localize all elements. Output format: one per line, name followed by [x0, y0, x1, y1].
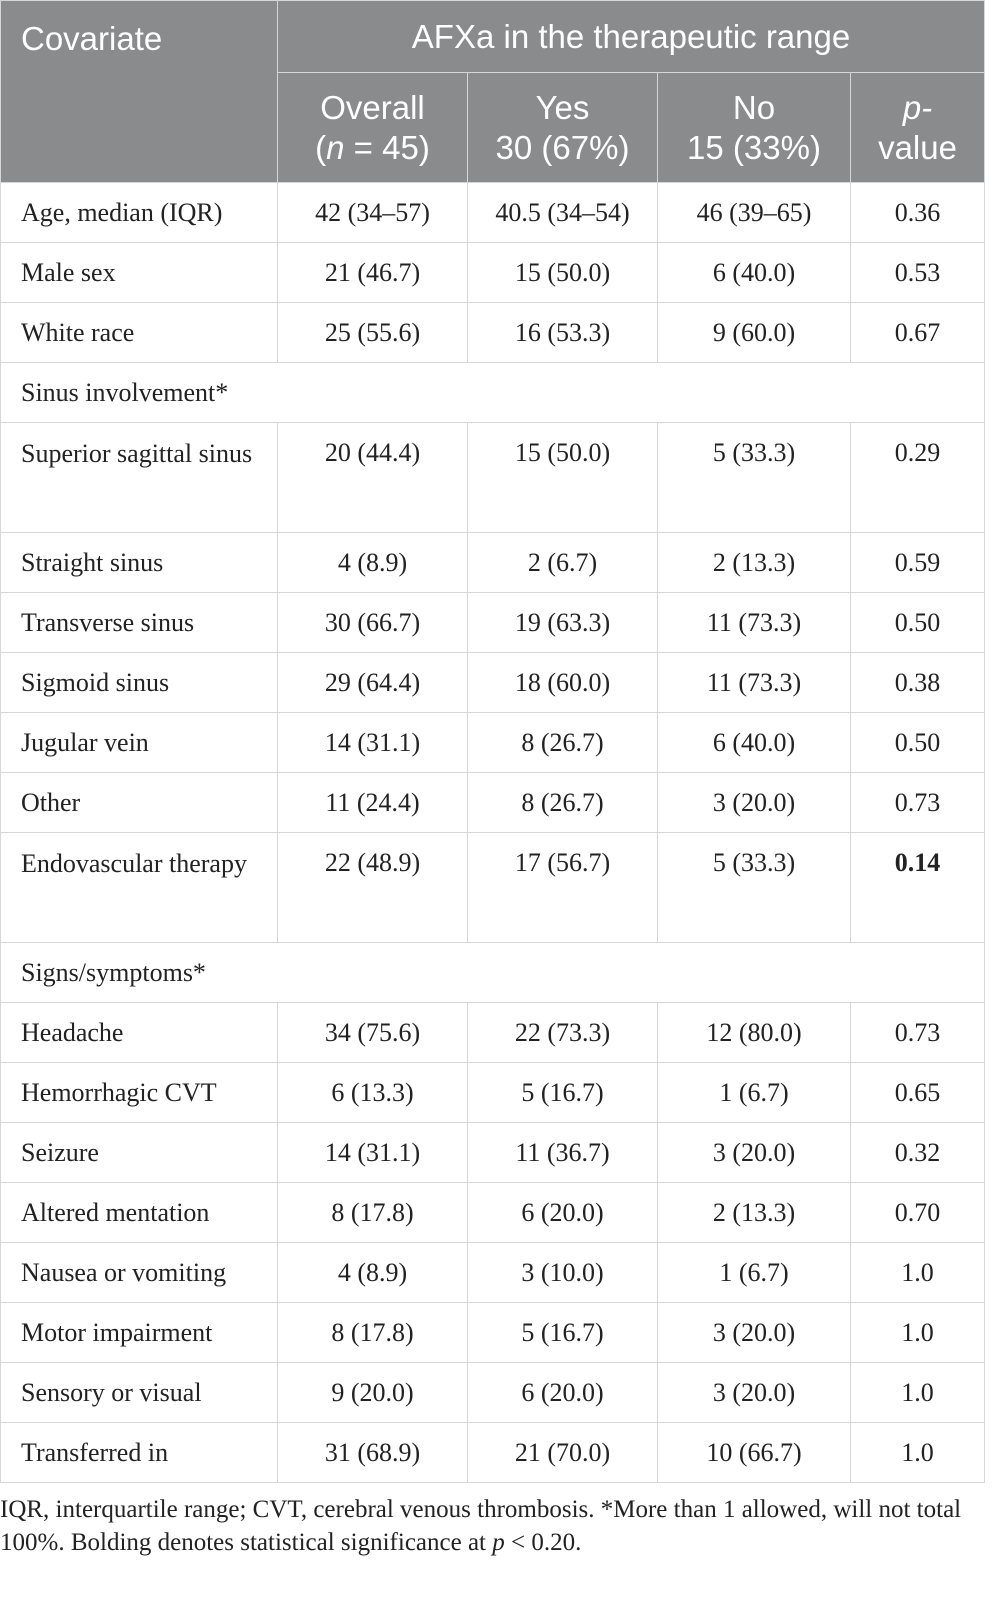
footnote-p-symbol: p	[492, 1529, 505, 1556]
cell-overall: 9 (20.0)	[278, 1363, 468, 1423]
cell-p: 1.0	[851, 1243, 985, 1303]
cell-label: Transverse sinus	[1, 593, 278, 653]
cell-overall: 22 (48.9)	[278, 833, 468, 943]
cell-overall: 31 (68.9)	[278, 1423, 468, 1483]
cell-yes: 18 (60.0)	[468, 653, 658, 713]
header-yes-line1: Yes	[535, 88, 590, 126]
cell-no: 1 (6.7)	[658, 1063, 851, 1123]
cell-p: 0.53	[851, 243, 985, 303]
cell-overall: 34 (75.6)	[278, 1003, 468, 1063]
cell-p: 0.29	[851, 423, 985, 533]
cell-label: Sigmoid sinus	[1, 653, 278, 713]
cell-p: 0.73	[851, 773, 985, 833]
table-row	[1, 1303, 985, 1363]
cell-p: 0.38	[851, 653, 985, 713]
table-row	[1, 303, 985, 363]
cell-no: 6 (40.0)	[658, 243, 851, 303]
section-label: Sinus involvement*	[1, 363, 985, 423]
header-overall-n: n	[326, 128, 345, 166]
cell-yes: 15 (50.0)	[468, 423, 658, 533]
table-row	[1, 593, 985, 653]
cell-label: Altered mentation	[1, 1183, 278, 1243]
cell-overall: 8 (17.8)	[278, 1183, 468, 1243]
cell-p: 0.70	[851, 1183, 985, 1243]
cell-overall: 4 (8.9)	[278, 1243, 468, 1303]
cell-p: 0.73	[851, 1003, 985, 1063]
cell-yes: 5 (16.7)	[468, 1303, 658, 1363]
cell-overall: 4 (8.9)	[278, 533, 468, 593]
header-no-line1: No	[732, 88, 776, 126]
cell-p: 0.14	[851, 833, 985, 943]
table-row	[1, 1363, 985, 1423]
cell-overall: 14 (31.1)	[278, 713, 468, 773]
cell-label: Transferred in	[1, 1423, 278, 1483]
cell-overall: 20 (44.4)	[278, 423, 468, 533]
cell-yes: 2 (6.7)	[468, 533, 658, 593]
table-header	[1, 1, 985, 183]
cell-label: Straight sinus	[1, 533, 278, 593]
table-row	[1, 183, 985, 243]
cell-no: 5 (33.3)	[658, 423, 851, 533]
cell-no: 3 (20.0)	[658, 773, 851, 833]
header-overall: Overall (n = 45)	[278, 73, 468, 183]
header-yes-line2: 30 (67%)	[495, 128, 630, 166]
cell-overall: 8 (17.8)	[278, 1303, 468, 1363]
section-label: Signs/symptoms*	[1, 943, 985, 1003]
cell-no: 46 (39–65)	[658, 183, 851, 243]
cell-p: 0.50	[851, 593, 985, 653]
table-body	[1, 183, 985, 1483]
cell-yes: 21 (70.0)	[468, 1423, 658, 1483]
cell-p: 1.0	[851, 1423, 985, 1483]
cell-no: 1 (6.7)	[658, 1243, 851, 1303]
cell-label: Nausea or vomiting	[1, 1243, 278, 1303]
table-row	[1, 243, 985, 303]
table-row	[1, 653, 985, 713]
cell-no: 2 (13.3)	[658, 533, 851, 593]
table-row	[1, 773, 985, 833]
header-p-line1: p-	[902, 88, 933, 126]
cell-yes: 22 (73.3)	[468, 1003, 658, 1063]
cell-p: 0.32	[851, 1123, 985, 1183]
header-overall-line1: Overall	[320, 88, 425, 126]
header-p-value	[851, 73, 985, 183]
cell-p: 0.67	[851, 303, 985, 363]
header-group: AFXa in the therapeutic range	[278, 1, 985, 73]
cell-p: 0.50	[851, 713, 985, 773]
cell-label: Seizure	[1, 1123, 278, 1183]
cell-label: Superior sagittal sinus	[1, 423, 278, 533]
table-row	[1, 533, 985, 593]
section-row	[1, 943, 985, 1003]
cell-overall: 21 (46.7)	[278, 243, 468, 303]
cell-no: 11 (73.3)	[658, 653, 851, 713]
cell-no: 5 (33.3)	[658, 833, 851, 943]
cell-no: 3 (20.0)	[658, 1123, 851, 1183]
table-row	[1, 1243, 985, 1303]
cell-label: Male sex	[1, 243, 278, 303]
table-row	[1, 1423, 985, 1483]
cell-p: 0.36	[851, 183, 985, 243]
header-yes	[468, 73, 658, 183]
cell-p: 1.0	[851, 1303, 985, 1363]
cell-yes: 17 (56.7)	[468, 833, 658, 943]
cell-yes: 6 (20.0)	[468, 1183, 658, 1243]
cell-no: 6 (40.0)	[658, 713, 851, 773]
header-no-line2: 15 (33%)	[687, 128, 821, 166]
section-row	[1, 363, 985, 423]
cell-yes: 5 (16.7)	[468, 1063, 658, 1123]
cell-label: Hemorrhagic CVT	[1, 1063, 278, 1123]
table-row	[1, 1003, 985, 1063]
cell-yes: 8 (26.7)	[468, 773, 658, 833]
cell-label: Age, median (IQR)	[1, 183, 278, 243]
table-row	[1, 1063, 985, 1123]
cell-no: 10 (66.7)	[658, 1423, 851, 1483]
header-p-line2: value	[878, 128, 957, 166]
table-row	[1, 1183, 985, 1243]
cell-yes: 11 (36.7)	[468, 1123, 658, 1183]
cell-no: 3 (20.0)	[658, 1303, 851, 1363]
cell-p: 1.0	[851, 1363, 985, 1423]
cell-label: Motor impairment	[1, 1303, 278, 1363]
cell-label: Endovascular therapy	[1, 833, 278, 943]
table-row	[1, 713, 985, 773]
cell-overall: 29 (64.4)	[278, 653, 468, 713]
cell-overall: 6 (13.3)	[278, 1063, 468, 1123]
table-footnote	[0, 1483, 980, 1559]
cell-yes: 6 (20.0)	[468, 1363, 658, 1423]
footnote-threshold: < 0.20.	[504, 1529, 582, 1556]
cell-no: 9 (60.0)	[658, 303, 851, 363]
cell-label: White race	[1, 303, 278, 363]
cell-no: 2 (13.3)	[658, 1183, 851, 1243]
cell-no: 3 (20.0)	[658, 1363, 851, 1423]
header-no	[658, 73, 851, 183]
cell-no: 12 (80.0)	[658, 1003, 851, 1063]
cell-label: Jugular vein	[1, 713, 278, 773]
cell-yes: 16 (53.3)	[468, 303, 658, 363]
cell-p: 0.65	[851, 1063, 985, 1123]
header-overall-count: = 45)	[344, 128, 430, 166]
cell-yes: 15 (50.0)	[468, 243, 658, 303]
cell-p: 0.59	[851, 533, 985, 593]
cell-label: Other	[1, 773, 278, 833]
footnote-text: IQR, interquartile range; CVT, cerebral venous thrombosis. *More than 1 allowed, will not total 100%. Bolding denotes statistical significance at	[0, 1496, 962, 1556]
table-row	[1, 833, 985, 943]
cell-overall: 25 (55.6)	[278, 303, 468, 363]
cell-yes: 19 (63.3)	[468, 593, 658, 653]
cell-yes: 8 (26.7)	[468, 713, 658, 773]
header-covariate: Covariate	[1, 1, 278, 183]
cell-yes: 3 (10.0)	[468, 1243, 658, 1303]
cell-overall: 14 (31.1)	[278, 1123, 468, 1183]
cell-label: Headache	[1, 1003, 278, 1063]
cell-no: 11 (73.3)	[658, 593, 851, 653]
cell-overall: 30 (66.7)	[278, 593, 468, 653]
cell-overall: 11 (24.4)	[278, 773, 468, 833]
cell-label: Sensory or visual	[1, 1363, 278, 1423]
table-row	[1, 1123, 985, 1183]
table-row	[1, 423, 985, 533]
cell-overall: 42 (34–57)	[278, 183, 468, 243]
cell-yes: 40.5 (34–54)	[468, 183, 658, 243]
